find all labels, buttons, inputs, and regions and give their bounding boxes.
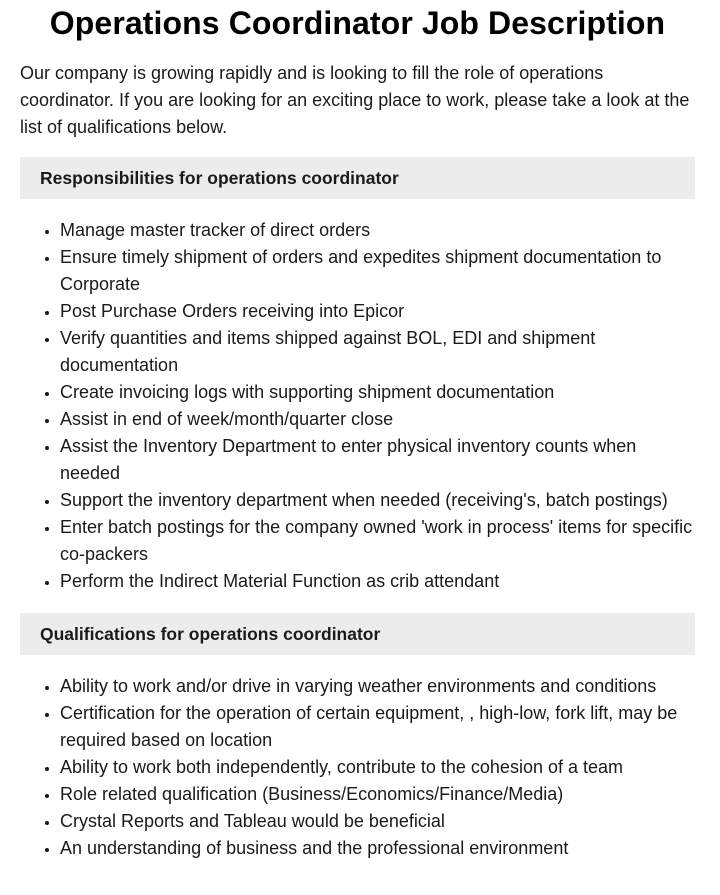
responsibilities-list — [20, 217, 695, 595]
list-item: • Assist in end of week/month/quarter close — [60, 406, 695, 433]
list-item: • Verify quantities and items shipped against BOL, EDI and shipment documentation — [60, 325, 695, 379]
list-item: • Support the inventory department when needed (receiving's, batch postings) — [60, 487, 695, 514]
list-item: • Assist the Inventory Department to enter physical inventory counts when needed — [60, 433, 695, 487]
responsibilities-heading: Responsibilities for operations coordinator — [20, 157, 695, 199]
list-item: • Perform the Indirect Material Function as crib attendant — [60, 568, 695, 595]
list-item: • Post Purchase Orders receiving into Epicor — [60, 298, 695, 325]
list-item: • Role related qualification (Business/Economics/Finance/Media) — [60, 781, 695, 808]
qualifications-list — [20, 673, 695, 862]
list-item: • Enter batch postings for the company owned 'work in process' items for specific co-packers — [60, 514, 695, 568]
list-item: • Ability to work and/or drive in varying weather environments and conditions — [60, 673, 695, 700]
page-title: Operations Coordinator Job Description — [49, 5, 666, 41]
list-item: • Certification for the operation of certain equipment, , high-low, fork lift, may be required based on location — [60, 700, 695, 754]
qualifications-heading: Qualifications for operations coordinator — [20, 613, 695, 655]
list-item: • Create invoicing logs with supporting shipment documentation — [60, 379, 695, 406]
list-item: • An understanding of business and the professional environment — [60, 835, 695, 862]
intro-paragraph: Our company is growing rapidly and is looking to fill the role of operations coordinator. If you are looking for an exciting place to work, please take a look at the list of qualifications below. — [20, 63, 690, 137]
list-item: • Ensure timely shipment of orders and expedites shipment documentation to Corporate — [60, 244, 695, 298]
list-item: • Manage master tracker of direct orders — [60, 217, 695, 244]
list-item: • Crystal Reports and Tableau would be beneficial — [60, 808, 695, 835]
list-item: • Ability to work both independently, contribute to the cohesion of a team — [60, 754, 695, 781]
